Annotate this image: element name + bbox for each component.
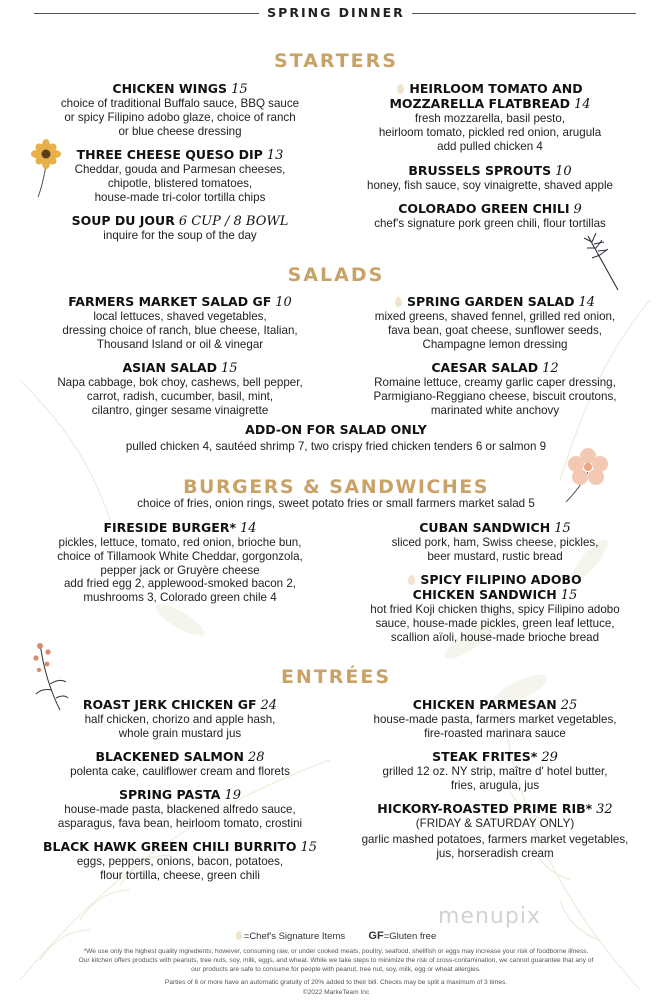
item-desc: whole grain mustard jus bbox=[118, 726, 242, 740]
item-desc: heirloom tomato, pickled red onion, arugula bbox=[378, 125, 602, 139]
item-price: 15 bbox=[554, 521, 571, 536]
footer-line: *We use only the highest quality ingredients; however, consuming raw, or under cooked meats, poultry, seafood, shellfish or eggs may increase your risk of foodborne illness. bbox=[83, 948, 589, 955]
item-desc: choice of fries, onion rings, sweet potato fries or small farmers market salad 5 bbox=[137, 497, 535, 510]
item-adobo-chicken-sandwich bbox=[335, 572, 655, 644]
signature-icon bbox=[408, 575, 415, 585]
item-price: 14 bbox=[578, 295, 596, 310]
item-soup-du-jour bbox=[30, 213, 330, 243]
item-name: CHICKEN PARMESAN bbox=[412, 697, 557, 712]
item-desc: fire-roasted marinara sauce bbox=[424, 726, 566, 740]
watermark: menupix bbox=[438, 904, 541, 929]
item-desc: fresh mozzarella, basil pesto, bbox=[414, 112, 566, 125]
legend-gf-code: GF bbox=[368, 930, 384, 942]
item-name: COLORADO GREEN CHILI bbox=[398, 201, 570, 216]
legend bbox=[0, 930, 672, 942]
item-desc: house-made pasta, blackened alfredo sauce, bbox=[64, 803, 296, 816]
item-name: SPICY FILIPINO ADOBO bbox=[420, 572, 582, 587]
item-name: HICKORY-ROASTED PRIME RIB* bbox=[377, 801, 593, 816]
item-desc: add pulled chicken 4 bbox=[437, 139, 543, 153]
item-desc: garlic mashed potatoes, farmers market vegetables, bbox=[361, 832, 629, 846]
item-desc: or spicy Filipino adobo glaze, choice of ranch bbox=[64, 110, 296, 124]
item-price: 10 bbox=[275, 295, 292, 310]
item-cuban-sandwich bbox=[335, 520, 655, 564]
item-price: 14 bbox=[240, 521, 257, 536]
item-desc: (FRIDAY & SATURDAY ONLY) bbox=[415, 817, 575, 830]
item-desc: pulled chicken 4, sautéed shrimp 7, two crispy fried chicken tenders 6 or salmon 9 bbox=[125, 440, 547, 453]
item-desc: Romaine lettuce, creamy garlic caper dressing, bbox=[374, 376, 616, 389]
section-salads: SALADS bbox=[287, 264, 385, 286]
item-desc: chef's signature pork green chili, flour tortillas bbox=[374, 217, 606, 230]
item-desc: polenta cake, cauliflower cream and florets bbox=[70, 765, 290, 778]
item-desc: dressing choice of ranch, blue cheese, Italian, bbox=[62, 323, 298, 337]
item-desc: cilantro, ginger sesame vinaigrette bbox=[91, 403, 269, 417]
item-spring-pasta bbox=[20, 787, 340, 831]
signature-icon bbox=[397, 84, 404, 94]
item-caesar-salad bbox=[335, 360, 655, 417]
item-steak-frites bbox=[335, 749, 655, 793]
item-name: SPRING PASTA bbox=[119, 787, 221, 802]
item-farmers-market-salad bbox=[20, 294, 340, 351]
item-desc: Cheddar, gouda and Parmesan cheeses, bbox=[74, 163, 286, 176]
item-green-chili bbox=[330, 201, 650, 231]
item-desc: pepper jack or Gruyère cheese bbox=[100, 563, 260, 577]
item-desc: marinated white anchovy bbox=[430, 403, 560, 417]
item-price: 28 bbox=[247, 750, 265, 765]
item-flatbread bbox=[340, 81, 640, 153]
item-price: 32 bbox=[596, 802, 613, 817]
item-price: 15 bbox=[231, 82, 248, 97]
item-asian-salad bbox=[20, 360, 340, 417]
item-desc: chipotle, blistered tomatoes, bbox=[107, 176, 253, 190]
item-desc: honey, fish sauce, soy vinaigrette, shaved apple bbox=[367, 179, 613, 192]
item-queso-dip bbox=[30, 147, 330, 204]
item-desc: Thousand Island or oil & vinegar bbox=[96, 337, 264, 351]
item-brussels-sprouts bbox=[340, 163, 640, 193]
item-desc: sauce, house-made pickles, green leaf lettuce, bbox=[375, 616, 615, 630]
item-desc: house-made tri-color tortilla chips bbox=[94, 190, 266, 204]
item-desc: eggs, peppers, onions, bacon, potatoes, bbox=[76, 855, 284, 868]
item-desc: choice of traditional Buffalo sauce, BBQ sauce bbox=[60, 97, 300, 110]
section-burgers-sandwiches: BURGERS & SANDWICHES bbox=[183, 476, 489, 498]
item-desc: carrot, radish, cucumber, basil, mint, bbox=[86, 389, 274, 403]
item-name: FIRESIDE BURGER* bbox=[103, 520, 236, 535]
footer-line: our products are safe to consume for people with peanut, tree nut, soy, milk, egg or wheat allergies. bbox=[191, 966, 481, 974]
item-desc: jus, horseradish cream bbox=[436, 846, 554, 860]
item-price: 13 bbox=[266, 148, 284, 163]
item-name: CAESAR SALAD bbox=[431, 360, 539, 375]
item-desc: or blue cheese dressing bbox=[118, 124, 242, 138]
section-entrees: ENTRÉES bbox=[280, 666, 392, 688]
item-name: ROAST JERK CHICKEN GF bbox=[82, 697, 257, 712]
item-price: 15 bbox=[560, 588, 578, 603]
item-desc: mixed greens, shaved fennel, grilled red onion, bbox=[374, 310, 616, 323]
item-desc: hot fried Koji chicken thighs, spicy Filipino adobo bbox=[370, 603, 620, 616]
footer-line: Parties of 6 or more have an automatic gratuity of 20% added to their bill. Checks may be split a maximum of 3 times. bbox=[164, 978, 508, 986]
item-desc: Champagne lemon dressing bbox=[422, 337, 568, 351]
item-name: HEIRLOOM TOMATO AND bbox=[409, 81, 583, 96]
item-name: FARMERS MARKET SALAD GF bbox=[68, 294, 272, 309]
item-desc: inquire for the soup of the day bbox=[103, 229, 257, 242]
item-name: ADD-ON FOR SALAD ONLY bbox=[245, 422, 427, 437]
item-price: 12 bbox=[542, 361, 559, 376]
item-name: CUBAN SANDWICH bbox=[419, 520, 551, 535]
item-name: ASIAN SALAD bbox=[122, 360, 217, 375]
footer-disclaimer bbox=[0, 947, 672, 997]
menu-title: SPRING DINNER bbox=[267, 5, 405, 20]
item-desc: add fried egg 2, applewood-smoked bacon 2, bbox=[63, 577, 297, 591]
item-blackened-salmon bbox=[20, 749, 340, 779]
item-desc: Napa cabbage, bok choy, cashews, bell pepper, bbox=[57, 376, 303, 389]
item-desc: half chicken, chorizo and apple hash, bbox=[84, 713, 276, 726]
item-name: STEAK FRITES* bbox=[432, 749, 538, 764]
footer-line: ©2022 MarkeTeam Inc bbox=[302, 988, 370, 996]
signature-icon bbox=[236, 931, 242, 940]
item-spring-garden-salad bbox=[335, 294, 655, 351]
item-name: SOUP DU JOUR bbox=[71, 213, 175, 228]
item-fireside-burger bbox=[20, 520, 340, 605]
item-desc: sliced pork, ham, Swiss cheese, pickles, bbox=[391, 536, 599, 549]
item-name: BLACKENED SALMON bbox=[95, 749, 244, 764]
legend-signature: =Chef's Signature Items bbox=[243, 931, 346, 942]
item-name: THREE CHEESE QUESO DIP bbox=[76, 147, 263, 162]
item-name: BLACK HAWK GREEN CHILI BURRITO bbox=[42, 839, 297, 854]
item-price: 10 bbox=[555, 164, 572, 179]
item-price: 14 bbox=[573, 97, 591, 112]
item-price: 25 bbox=[560, 698, 578, 713]
item-desc: pickles, lettuce, tomato, red onion, brioche bun, bbox=[58, 536, 302, 549]
item-chicken-wings bbox=[30, 81, 330, 138]
item-desc: choice of Tillamook White Cheddar, gorgonzola, bbox=[57, 549, 303, 563]
item-price: 6 CUP / 8 BOWL bbox=[178, 214, 289, 229]
item-name: SPRING GARDEN SALAD bbox=[406, 294, 575, 309]
item-price: 29 bbox=[541, 750, 558, 765]
item-desc: house-made pasta, farmers market vegetables, bbox=[373, 713, 617, 726]
item-desc: beer mustard, rustic bread bbox=[427, 549, 563, 563]
item-price: 15 bbox=[220, 361, 238, 376]
item-desc: local lettuces, shaved vegetables, bbox=[93, 310, 267, 323]
sunflower-icon bbox=[28, 137, 68, 199]
item-desc: scallion aïoli, house-made brioche bread bbox=[390, 630, 600, 644]
signature-icon bbox=[395, 297, 402, 307]
item-desc: fries, arugula, jus bbox=[450, 778, 540, 792]
footer-line: Our kitchen offers products with peanuts, tree nuts, soy, milk, eggs, and wheat. While we take steps to minimize the risk of cross-contamination, we cannot guarantee that any of bbox=[78, 957, 594, 965]
item-prime-rib bbox=[335, 801, 655, 860]
item-desc: Parmigiano-Reggiano cheese, biscuit croutons, bbox=[373, 389, 617, 403]
item-price: 15 bbox=[300, 840, 318, 855]
item-roast-jerk-chicken bbox=[20, 697, 340, 741]
item-desc: grilled 12 oz. NY strip, maître d' hotel butter, bbox=[382, 765, 608, 778]
item-chicken-parmesan bbox=[335, 697, 655, 741]
item-desc: flour tortilla, cheese, green chili bbox=[100, 868, 260, 882]
item-price: 19 bbox=[224, 788, 241, 803]
section-starters: STARTERS bbox=[274, 50, 398, 72]
item-price: 24 bbox=[260, 698, 278, 713]
item-name: BRUSSELS SPROUTS bbox=[408, 163, 552, 178]
burgers-intro bbox=[0, 497, 672, 511]
item-name: CHICKEN SANDWICH bbox=[412, 587, 557, 602]
item-desc: mushrooms 3, Colorado green chile 4 bbox=[83, 591, 277, 605]
item-desc: fava bean, goat cheese, sunflower seeds, bbox=[388, 323, 602, 337]
legend-gf: =Gluten free bbox=[383, 931, 437, 942]
item-name: MOZZARELLA FLATBREAD bbox=[389, 96, 570, 111]
item-price: 9 bbox=[573, 202, 582, 217]
item-desc: asparagus, fava bean, heirloom tomato, crostini bbox=[57, 816, 303, 830]
item-green-chili-burrito bbox=[20, 839, 340, 883]
item-name: CHICKEN WINGS bbox=[112, 81, 228, 96]
